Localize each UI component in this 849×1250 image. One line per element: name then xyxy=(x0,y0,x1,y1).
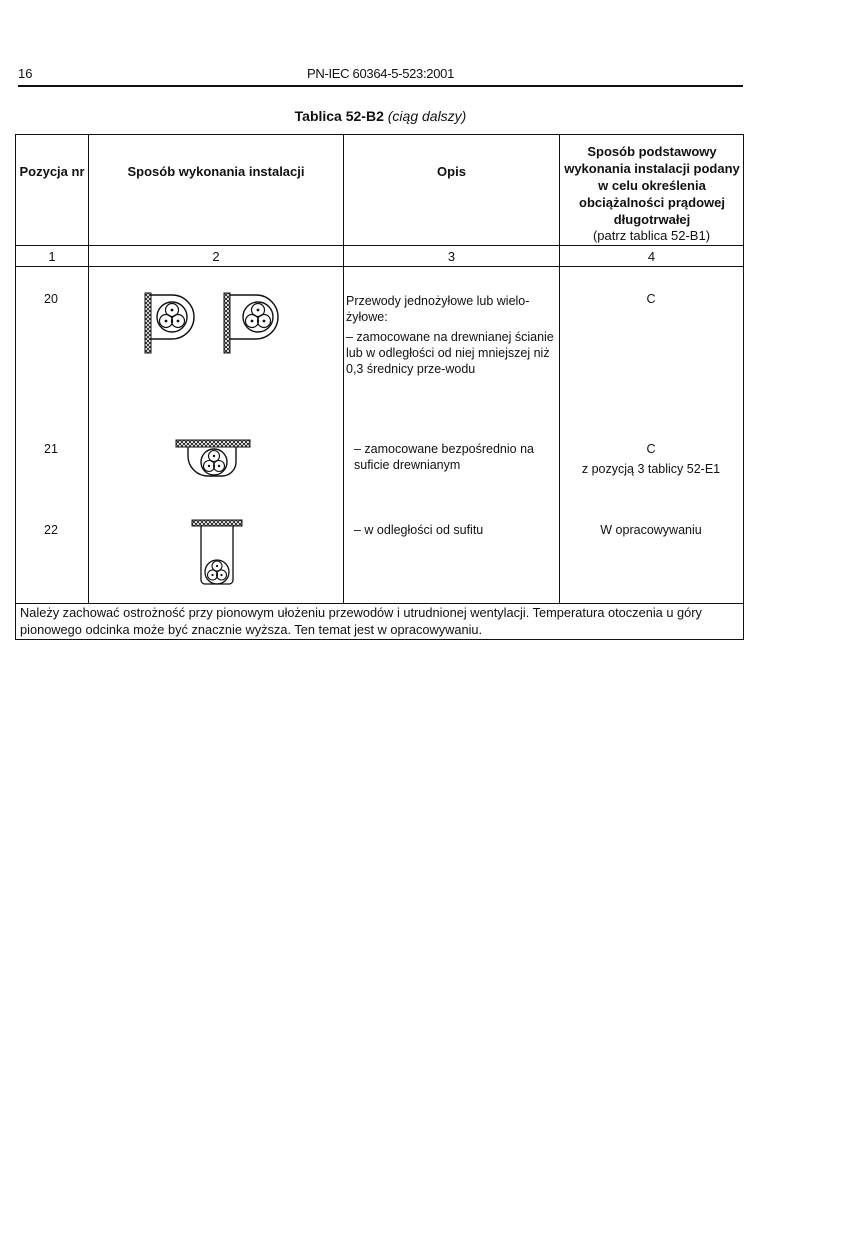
header-rule xyxy=(18,85,743,87)
page-header xyxy=(18,66,743,84)
cable-fixed-to-ceiling-icon xyxy=(174,438,254,488)
table-title-suffix: (ciąg dalszy) xyxy=(387,108,467,124)
installation-methods-table xyxy=(15,134,744,640)
header-reference: Sposób podstawowy wykonania instalacji podany w celu określenia obciążalności prądowej długotrwałej xyxy=(564,144,740,227)
column-number: 4 xyxy=(647,249,656,264)
row-divider xyxy=(16,245,743,246)
table-title-main: Tablica 52-B2 xyxy=(294,108,384,124)
row-description xyxy=(354,522,558,542)
description-line: – zamocowane bezpośrednio na suficie drewnianym xyxy=(354,442,534,472)
row-description xyxy=(346,293,556,381)
column-number: 3 xyxy=(447,249,456,264)
description-line: – zamocowane na drewnianej ścianie lub w odległości od niej mniejszej niż 0,3 średnicy prze-wodu xyxy=(346,330,554,376)
header-description: Opis xyxy=(437,164,466,179)
row-reference: C xyxy=(646,442,656,456)
page-number: 16 xyxy=(18,66,33,81)
cable-suspended-from-ceiling-icon xyxy=(190,518,246,593)
header-method: Sposób wykonania instalacji xyxy=(127,164,305,179)
column-number: 1 xyxy=(48,249,56,264)
description-line: Przewody jednożyłowe lub wielo-żyłowe: xyxy=(346,294,530,324)
header-reference-note: (patrz tablica 52-B1) xyxy=(592,228,711,243)
row-position: 21 xyxy=(44,442,58,456)
column-divider xyxy=(88,135,89,603)
row-reference-note: z pozycją 3 tablicy 52-E1 xyxy=(581,462,721,476)
row-description xyxy=(354,441,558,477)
description-line: – w odległości od sufitu xyxy=(354,523,484,537)
row-reference: W opracowywaniu xyxy=(600,523,702,537)
cables-on-wooden-wall-icon xyxy=(136,289,286,369)
table-title xyxy=(18,108,743,124)
column-divider xyxy=(343,135,344,603)
table-note: Należy zachować ostrożność przy pionowym ułożeniu przewodów i utrudnionej wentylacji. Temperatura otoczenia u góry pionowego odcinka może być znacznie wyższa. Ten temat jest w opracowywaniu. xyxy=(20,605,702,637)
row-reference: C xyxy=(646,292,656,306)
standard-id: PN-IEC 60364-5-523:2001 xyxy=(306,66,455,81)
row-position: 20 xyxy=(44,292,58,306)
column-number: 2 xyxy=(212,249,220,264)
row-divider xyxy=(16,266,743,267)
header-position: Pozycja nr xyxy=(19,164,85,179)
row-position: 22 xyxy=(44,523,58,537)
